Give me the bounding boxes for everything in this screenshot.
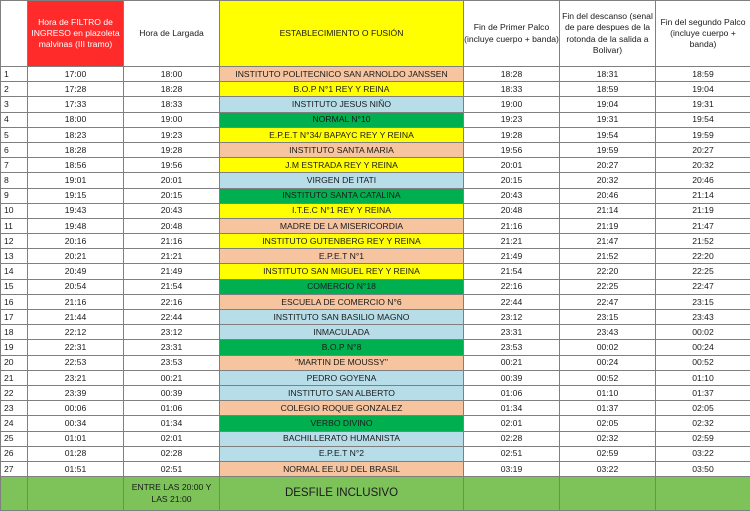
descanso-time: 01:37 (560, 401, 656, 416)
table-row (1, 158, 750, 173)
footer-segundo-palco-cell (656, 477, 750, 511)
descanso-time: 00:24 (560, 355, 656, 370)
establecimiento-name: "MARTIN DE MOUSSY" (220, 355, 464, 370)
largada-time: 19:56 (124, 158, 220, 173)
primer-palco-time: 19:56 (464, 142, 560, 157)
table-row (1, 325, 750, 340)
descanso-time: 20:32 (560, 173, 656, 188)
table-row (1, 112, 750, 127)
row-number: 18 (1, 325, 28, 340)
filtro-time: 19:43 (28, 203, 124, 218)
primer-palco-time: 01:34 (464, 401, 560, 416)
row-number: 1 (1, 67, 28, 82)
filtro-time: 20:54 (28, 279, 124, 294)
segundo-palco-time: 00:02 (656, 325, 750, 340)
segundo-palco-time: 23:15 (656, 294, 750, 309)
header-primer-palco: Fin de Primer Palco (incluye cuerpo + banda) (464, 1, 560, 67)
descanso-time: 00:02 (560, 340, 656, 355)
filtro-time: 17:28 (28, 82, 124, 97)
row-number: 27 (1, 461, 28, 476)
row-number: 15 (1, 279, 28, 294)
header-descanso: Fin del descanso (senal de pare despues de la rotonda de la salida a Bolivar) (560, 1, 656, 67)
segundo-palco-time: 00:24 (656, 340, 750, 355)
primer-palco-time: 01:06 (464, 385, 560, 400)
descanso-time: 20:46 (560, 188, 656, 203)
descanso-time: 00:52 (560, 370, 656, 385)
establecimiento-name: B.O.P N°1 REY Y REINA (220, 82, 464, 97)
filtro-time: 19:15 (28, 188, 124, 203)
establecimiento-name: INSTITUTO SANTA CATALINA (220, 188, 464, 203)
filtro-time: 18:28 (28, 142, 124, 157)
descanso-time: 02:32 (560, 431, 656, 446)
largada-time: 20:01 (124, 173, 220, 188)
row-number: 24 (1, 416, 28, 431)
descanso-time: 18:31 (560, 67, 656, 82)
table-row (1, 355, 750, 370)
segundo-palco-time: 23:43 (656, 310, 750, 325)
establecimiento-name: VERBO DIVINO (220, 416, 464, 431)
primer-palco-time: 19:00 (464, 97, 560, 112)
filtro-time: 20:21 (28, 249, 124, 264)
largada-time: 23:53 (124, 355, 220, 370)
header-row (1, 1, 750, 67)
establecimiento-name: MADRE DE LA MISERICORDIA (220, 218, 464, 233)
descanso-time: 22:25 (560, 279, 656, 294)
descanso-time: 22:20 (560, 264, 656, 279)
establecimiento-name: COLEGIO ROQUE GONZALEZ (220, 401, 464, 416)
descanso-time: 19:31 (560, 112, 656, 127)
table-row (1, 249, 750, 264)
largada-time: 01:34 (124, 416, 220, 431)
largada-time: 00:21 (124, 370, 220, 385)
establecimiento-name: J.M ESTRADA REY Y REINA (220, 158, 464, 173)
descanso-time: 19:54 (560, 127, 656, 142)
segundo-palco-time: 21:19 (656, 203, 750, 218)
primer-palco-time: 23:31 (464, 325, 560, 340)
primer-palco-time: 20:48 (464, 203, 560, 218)
filtro-time: 22:31 (28, 340, 124, 355)
descanso-time: 18:59 (560, 82, 656, 97)
row-number: 17 (1, 310, 28, 325)
filtro-time: 01:01 (28, 431, 124, 446)
segundo-palco-time: 19:31 (656, 97, 750, 112)
row-number: 8 (1, 173, 28, 188)
largada-time: 01:06 (124, 401, 220, 416)
segundo-palco-time: 22:25 (656, 264, 750, 279)
primer-palco-time: 00:21 (464, 355, 560, 370)
primer-palco-time: 00:39 (464, 370, 560, 385)
primer-palco-time: 02:01 (464, 416, 560, 431)
header-filtro: Hora de FILTRO de INGRESO en plazoleta malvinas (III tramo) (28, 1, 124, 67)
largada-time: 22:16 (124, 294, 220, 309)
row-number: 4 (1, 112, 28, 127)
descanso-time: 02:59 (560, 446, 656, 461)
largada-time: 21:16 (124, 234, 220, 249)
primer-palco-time: 21:54 (464, 264, 560, 279)
header-blank-cell (1, 1, 28, 67)
descanso-time: 20:27 (560, 158, 656, 173)
segundo-palco-time: 02:05 (656, 401, 750, 416)
establecimiento-name: INSTITUTO POLITECNICO SAN ARNOLDO JANSSEN (220, 67, 464, 82)
table-row (1, 385, 750, 400)
largada-time: 20:48 (124, 218, 220, 233)
row-number: 7 (1, 158, 28, 173)
filtro-time: 21:44 (28, 310, 124, 325)
primer-palco-time: 02:28 (464, 431, 560, 446)
header-largada: Hora de Largada (124, 1, 220, 67)
largada-time: 18:00 (124, 67, 220, 82)
filtro-time: 22:12 (28, 325, 124, 340)
primer-palco-time: 02:51 (464, 446, 560, 461)
filtro-time: 23:21 (28, 370, 124, 385)
table-row (1, 461, 750, 476)
footer-descanso-cell (560, 477, 656, 511)
largada-time: 23:31 (124, 340, 220, 355)
segundo-palco-time: 20:46 (656, 173, 750, 188)
establecimiento-name: INSTITUTO SAN MIGUEL REY Y REINA (220, 264, 464, 279)
segundo-palco-time: 21:47 (656, 218, 750, 233)
filtro-time: 22:53 (28, 355, 124, 370)
primer-palco-time: 19:23 (464, 112, 560, 127)
descanso-time: 22:47 (560, 294, 656, 309)
table-row (1, 234, 750, 249)
footer-establecimiento: DESFILE INCLUSIVO (220, 477, 464, 511)
largada-time: 02:28 (124, 446, 220, 461)
segundo-palco-time: 20:27 (656, 142, 750, 157)
segundo-palco-time: 18:59 (656, 67, 750, 82)
primer-palco-time: 21:16 (464, 218, 560, 233)
footer-largada: ENTRE LAS 20:00 Y LAS 21:00 (124, 477, 220, 511)
segundo-palco-time: 01:37 (656, 385, 750, 400)
segundo-palco-time: 20:32 (656, 158, 750, 173)
largada-time: 23:12 (124, 325, 220, 340)
largada-time: 19:28 (124, 142, 220, 157)
row-number: 21 (1, 370, 28, 385)
establecimiento-name: INSTITUTO GUTENBERG REY Y REINA (220, 234, 464, 249)
row-number: 2 (1, 82, 28, 97)
filtro-time: 01:28 (28, 446, 124, 461)
table-row (1, 370, 750, 385)
primer-palco-time: 03:19 (464, 461, 560, 476)
row-number: 25 (1, 431, 28, 446)
row-number: 6 (1, 142, 28, 157)
descanso-time: 03:22 (560, 461, 656, 476)
table-row (1, 188, 750, 203)
establecimiento-name: COMERCIO N°18 (220, 279, 464, 294)
header-segundo-palco: Fin del segundo Palco (incluye cuerpo + banda) (656, 1, 750, 67)
primer-palco-time: 22:16 (464, 279, 560, 294)
segundo-palco-time: 00:52 (656, 355, 750, 370)
row-number: 22 (1, 385, 28, 400)
largada-time: 18:28 (124, 82, 220, 97)
row-number: 14 (1, 264, 28, 279)
establecimiento-name: INMACULADA (220, 325, 464, 340)
largada-time: 19:23 (124, 127, 220, 142)
largada-time: 21:49 (124, 264, 220, 279)
establecimiento-name: INSTITUTO SAN BASILIO MAGNO (220, 310, 464, 325)
primer-palco-time: 23:53 (464, 340, 560, 355)
establecimiento-name: I.T.E.C N°1 REY Y REINA (220, 203, 464, 218)
descanso-time: 21:19 (560, 218, 656, 233)
table-row (1, 203, 750, 218)
table-row (1, 310, 750, 325)
row-number: 5 (1, 127, 28, 142)
establecimiento-name: BACHILLERATO HUMANISTA (220, 431, 464, 446)
descanso-time: 19:04 (560, 97, 656, 112)
filtro-time: 21:16 (28, 294, 124, 309)
primer-palco-time: 20:15 (464, 173, 560, 188)
filtro-time: 20:16 (28, 234, 124, 249)
row-number: 10 (1, 203, 28, 218)
primer-palco-time: 18:33 (464, 82, 560, 97)
descanso-time: 23:43 (560, 325, 656, 340)
row-number: 11 (1, 218, 28, 233)
filtro-time: 17:00 (28, 67, 124, 82)
segundo-palco-time: 03:22 (656, 446, 750, 461)
largada-time: 02:01 (124, 431, 220, 446)
segundo-palco-time: 21:14 (656, 188, 750, 203)
filtro-time: 00:34 (28, 416, 124, 431)
filtro-time: 18:23 (28, 127, 124, 142)
establecimiento-name: E.P.E.T N°1 (220, 249, 464, 264)
establecimiento-name: E.P.E.T N°34/ BAPAYC REY Y REINA (220, 127, 464, 142)
establecimiento-name: NORMAL EE.UU DEL BRASIL (220, 461, 464, 476)
footer-filtro-cell (28, 477, 124, 511)
segundo-palco-time: 21:52 (656, 234, 750, 249)
table-row (1, 127, 750, 142)
segundo-palco-time: 19:59 (656, 127, 750, 142)
largada-time: 19:00 (124, 112, 220, 127)
segundo-palco-time: 03:50 (656, 461, 750, 476)
establecimiento-name: NORMAL N°10 (220, 112, 464, 127)
largada-time: 00:39 (124, 385, 220, 400)
descanso-time: 21:14 (560, 203, 656, 218)
descanso-time: 01:10 (560, 385, 656, 400)
largada-time: 22:44 (124, 310, 220, 325)
descanso-time: 23:15 (560, 310, 656, 325)
filtro-time: 17:33 (28, 97, 124, 112)
table-row (1, 218, 750, 233)
row-number: 26 (1, 446, 28, 461)
row-number: 12 (1, 234, 28, 249)
table-row (1, 446, 750, 461)
table-row (1, 67, 750, 82)
row-number: 23 (1, 401, 28, 416)
table-row (1, 431, 750, 446)
filtro-time: 19:48 (28, 218, 124, 233)
row-number: 9 (1, 188, 28, 203)
establecimiento-name: PEDRO GOYENA (220, 370, 464, 385)
table-row (1, 97, 750, 112)
primer-palco-time: 22:44 (464, 294, 560, 309)
row-number: 16 (1, 294, 28, 309)
primer-palco-time: 18:28 (464, 67, 560, 82)
segundo-palco-time: 19:04 (656, 82, 750, 97)
establecimiento-name: ESCUELA DE COMERCIO N°6 (220, 294, 464, 309)
table-row (1, 173, 750, 188)
footer-row (1, 477, 750, 511)
filtro-time: 18:56 (28, 158, 124, 173)
table-row (1, 340, 750, 355)
primer-palco-time: 21:21 (464, 234, 560, 249)
table-row (1, 279, 750, 294)
filtro-time: 19:01 (28, 173, 124, 188)
table-row (1, 294, 750, 309)
largada-time: 20:15 (124, 188, 220, 203)
segundo-palco-time: 02:59 (656, 431, 750, 446)
table-row (1, 416, 750, 431)
primer-palco-time: 19:28 (464, 127, 560, 142)
row-number: 20 (1, 355, 28, 370)
establecimiento-name: INSTITUTO SANTA MARIA (220, 142, 464, 157)
table-row (1, 82, 750, 97)
establecimiento-name: INSTITUTO JESUS NIÑO (220, 97, 464, 112)
filtro-time: 01:51 (28, 461, 124, 476)
establecimiento-name: INSTITUTO SAN ALBERTO (220, 385, 464, 400)
largada-time: 02:51 (124, 461, 220, 476)
segundo-palco-time: 19:54 (656, 112, 750, 127)
segundo-palco-time: 22:47 (656, 279, 750, 294)
row-number: 19 (1, 340, 28, 355)
primer-palco-time: 21:49 (464, 249, 560, 264)
primer-palco-time: 23:12 (464, 310, 560, 325)
filtro-time: 20:49 (28, 264, 124, 279)
segundo-palco-time: 02:32 (656, 416, 750, 431)
primer-palco-time: 20:43 (464, 188, 560, 203)
establecimiento-name: B.O.P N°8 (220, 340, 464, 355)
descanso-time: 21:47 (560, 234, 656, 249)
segundo-palco-time: 22:20 (656, 249, 750, 264)
largada-time: 21:21 (124, 249, 220, 264)
filtro-time: 18:00 (28, 112, 124, 127)
segundo-palco-time: 01:10 (656, 370, 750, 385)
row-number: 13 (1, 249, 28, 264)
footer-blank-cell (1, 477, 28, 511)
descanso-time: 19:59 (560, 142, 656, 157)
establecimiento-name: VIRGEN DE ITATI (220, 173, 464, 188)
filtro-time: 00:06 (28, 401, 124, 416)
filtro-time: 23:39 (28, 385, 124, 400)
table-row (1, 401, 750, 416)
descanso-time: 21:52 (560, 249, 656, 264)
header-establecimiento: ESTABLECIMIENTO O FUSIÓN (220, 1, 464, 67)
largada-time: 21:54 (124, 279, 220, 294)
largada-time: 18:33 (124, 97, 220, 112)
descanso-time: 02:05 (560, 416, 656, 431)
primer-palco-time: 20:01 (464, 158, 560, 173)
largada-time: 20:43 (124, 203, 220, 218)
table-row (1, 264, 750, 279)
footer-primer-palco-cell (464, 477, 560, 511)
establecimiento-name: E.P.E.T N°2 (220, 446, 464, 461)
row-number: 3 (1, 97, 28, 112)
table-row (1, 142, 750, 157)
